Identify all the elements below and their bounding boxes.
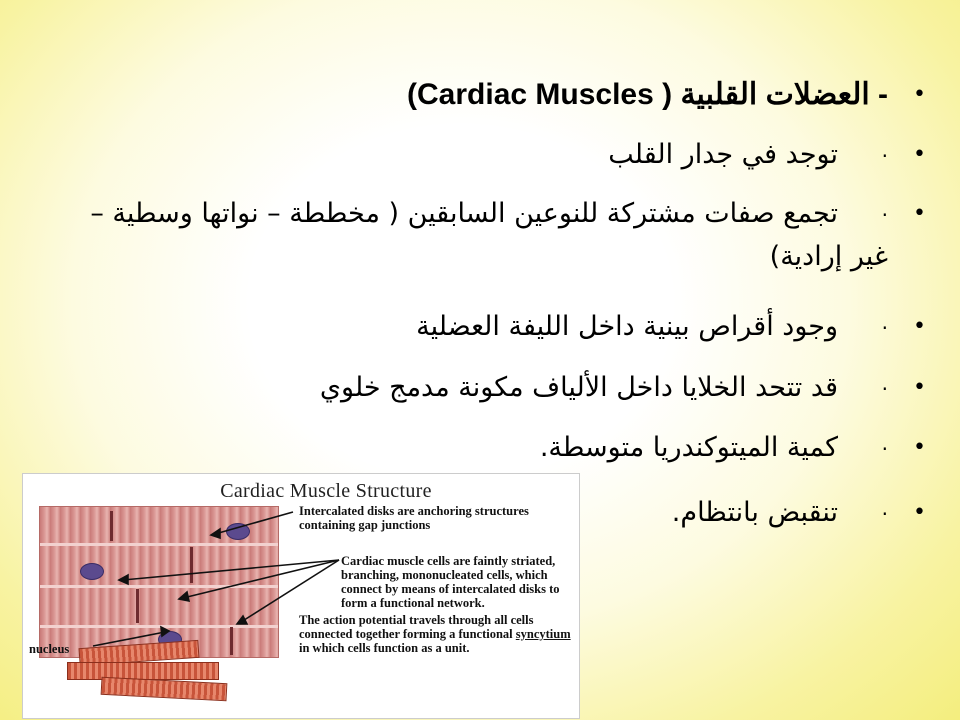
cardiac-muscle-figure — [22, 473, 580, 719]
bullet-text-wrap — [98, 134, 918, 177]
intercalated-disks-label: Intercalated disks are anchoring structures containing gap junctions — [299, 504, 529, 532]
bullet-text-wrap — [98, 306, 918, 349]
figure-title: Cardiac Muscle Structure — [220, 480, 432, 502]
sub-marker: · — [881, 377, 888, 401]
syncytium-term: syncytium — [515, 627, 571, 641]
bullet-icon: • — [913, 82, 926, 107]
bullet-text-wrap — [58, 193, 918, 278]
sub-marker: · — [881, 502, 888, 526]
bullet-row — [98, 134, 926, 177]
bullet-text: كمية الميتوكندريا متوسطة. — [539, 432, 838, 463]
sub-marker: · — [881, 203, 888, 227]
bullet-text: وجود أقراص بينية داخل الليفة العضلية — [416, 311, 838, 342]
bullet-text-wrap — [98, 367, 918, 410]
bullet-text: قد تتحد الخلايا داخل الألياف مكونة مدمج خلوي — [319, 372, 838, 403]
bullet-row — [98, 427, 926, 470]
bullet-icon: • — [913, 435, 926, 460]
slide-title-row — [98, 74, 926, 116]
bullet-text: توجد في جدار القلب — [608, 139, 838, 170]
slide-title: - العضلات القلبية ( Cardiac Muscles) — [407, 78, 888, 111]
sub-marker: · — [881, 144, 888, 168]
nucleus-label: nucleus — [29, 642, 70, 656]
bullet-row — [98, 306, 926, 349]
action-potential-text-end: in which cells function as a unit. — [299, 641, 470, 655]
bullet-row — [98, 367, 926, 410]
bullet-icon: • — [913, 375, 926, 400]
bullet-text: تنقبض بانتظام. — [671, 497, 838, 528]
bullet-text: تجمع صفات مشتركة للنوعين السابقين ( مخططة – نواتها وسطية –غير إرادية) — [90, 198, 888, 272]
sub-marker: · — [881, 437, 888, 461]
bullet-text-wrap — [98, 427, 918, 470]
cardiac-cells-label: Cardiac muscle cells are faintly striated, branching, mononucleated cells, which connect by means of intercalated disks to form a functional network. — [341, 554, 560, 610]
bullet-icon: • — [913, 500, 926, 525]
action-potential-label — [299, 613, 577, 655]
bullet-icon: • — [913, 201, 926, 226]
bullet-row — [58, 193, 926, 278]
action-potential-text: The action potential travels through all cells connected together forming a functional — [299, 613, 534, 641]
sub-marker: · — [881, 316, 888, 340]
bullet-icon: • — [913, 314, 926, 339]
bullet-icon: • — [913, 142, 926, 167]
